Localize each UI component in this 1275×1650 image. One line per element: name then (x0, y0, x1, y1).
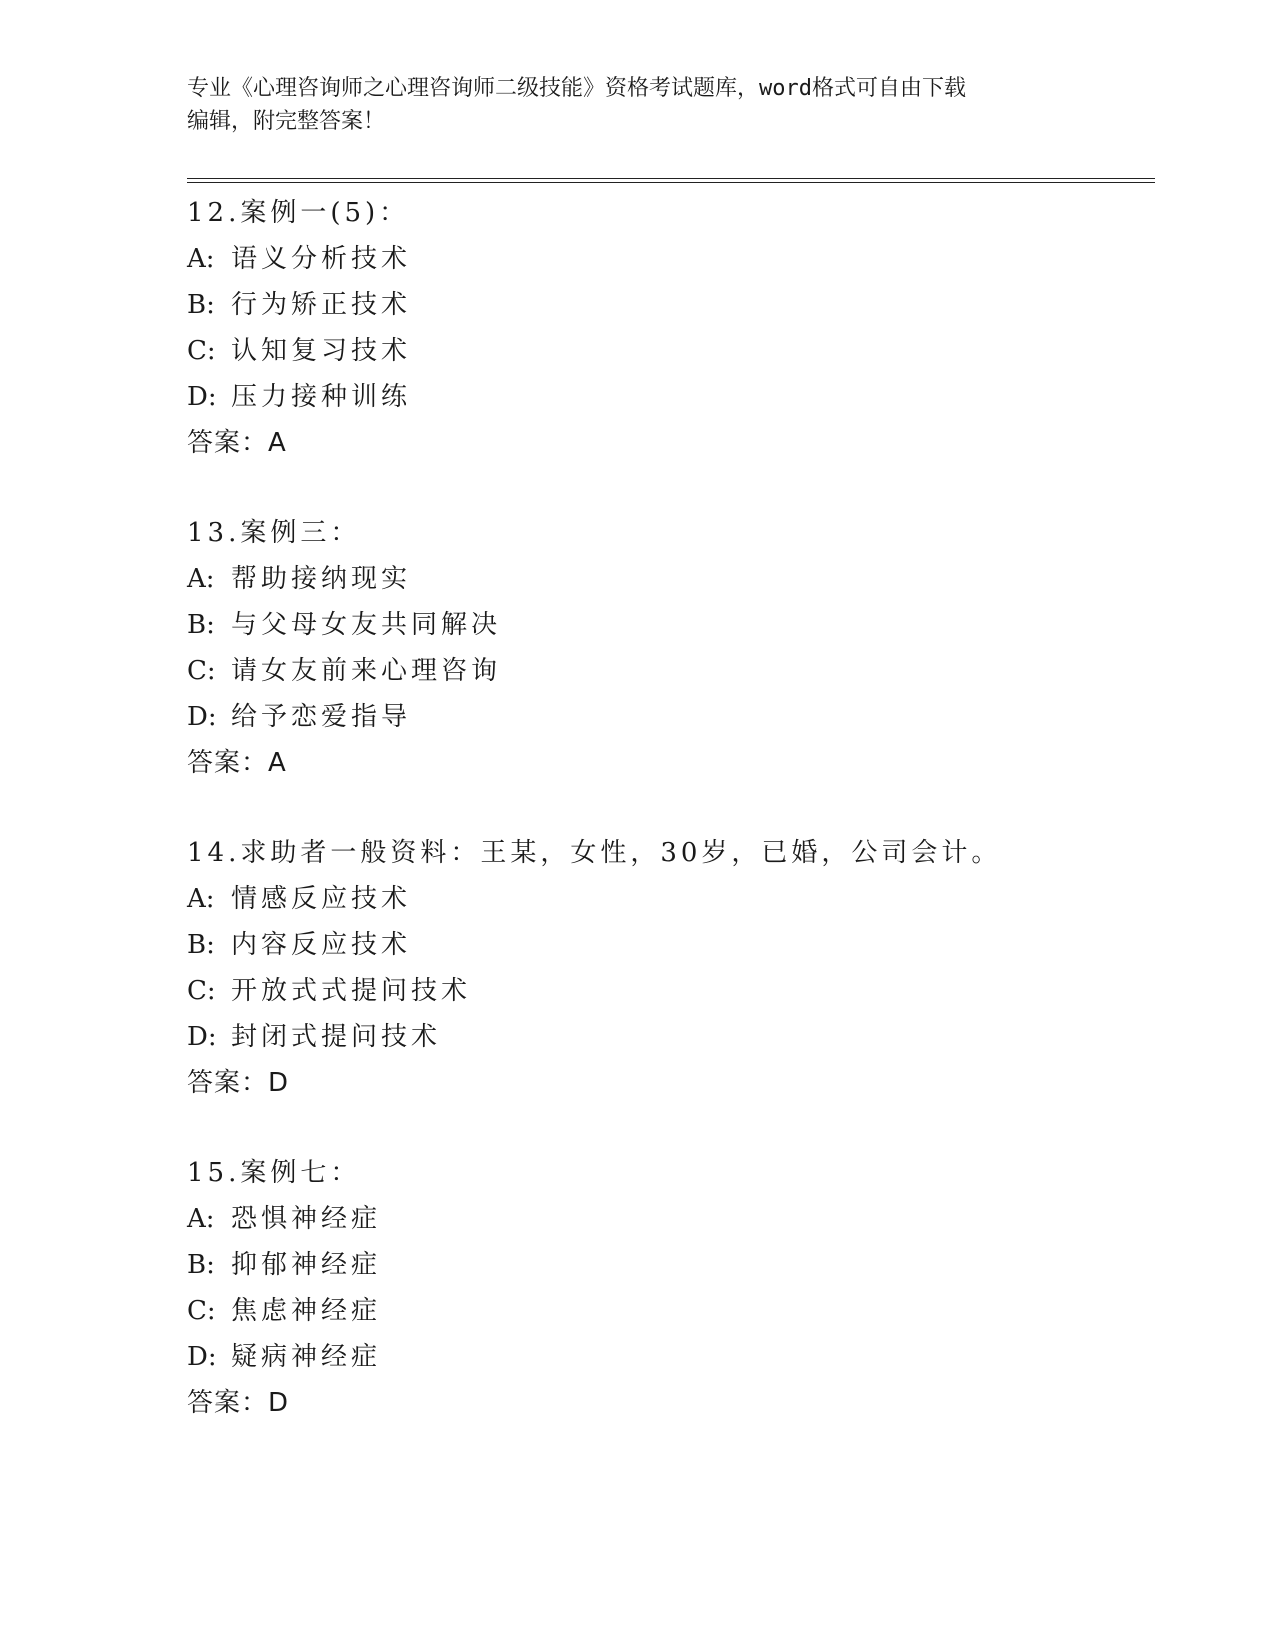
option-text: 恐惧神经症 (231, 1204, 382, 1234)
option-text: 认知复习技术 (231, 336, 412, 366)
option-b (187, 282, 1155, 328)
option-letter: C: (187, 976, 216, 1006)
option-letter: A: (187, 244, 215, 274)
header-divider-bottom (187, 182, 1155, 183)
option-letter: B: (187, 290, 215, 320)
option-letter: D: (187, 382, 217, 412)
option-text: 与父母女友共同解决 (231, 610, 502, 640)
option-b (187, 922, 1155, 968)
option-letter: A: (187, 884, 215, 914)
header-divider-top (187, 178, 1155, 179)
answer-line: 答案：D (187, 1068, 290, 1098)
option-letter: B: (187, 1250, 215, 1280)
option-letter: C: (187, 1296, 216, 1326)
question-15 (187, 1150, 1155, 1426)
option-text: 帮助接纳现实 (231, 564, 412, 594)
question-list (187, 190, 1155, 1470)
option-b (187, 602, 1155, 648)
option-text: 疑病神经症 (231, 1342, 382, 1372)
option-text: 封闭式提问技术 (231, 1022, 442, 1052)
option-letter: D: (187, 1342, 217, 1372)
answer-line: 答案：A (187, 428, 287, 458)
header-line-2: 编辑，附完整答案！ (187, 109, 386, 134)
option-text: 行为矫正技术 (231, 290, 412, 320)
option-text: 压力接种训练 (231, 382, 412, 412)
option-a (187, 1196, 1155, 1242)
option-d (187, 374, 1155, 420)
option-b (187, 1242, 1155, 1288)
header-line-1: 专业《心理咨询师之心理咨询师二级技能》资格考试题库，word格式可自由下载 (187, 76, 966, 101)
option-a (187, 876, 1155, 922)
option-c (187, 968, 1155, 1014)
option-text: 抑郁神经症 (231, 1250, 382, 1280)
option-d (187, 1334, 1155, 1380)
option-text: 语义分析技术 (231, 244, 412, 274)
option-letter: B: (187, 930, 215, 960)
option-a (187, 556, 1155, 602)
option-text: 内容反应技术 (231, 930, 412, 960)
question-stem: 15.案例七： (187, 1158, 361, 1188)
question-stem: 12.案例一(5)： (187, 198, 410, 228)
option-letter: A: (187, 564, 215, 594)
question-stem: 13.案例三： (187, 518, 361, 548)
question-13 (187, 510, 1155, 786)
option-letter: A: (187, 1204, 215, 1234)
option-text: 请女友前来心理咨询 (231, 656, 502, 686)
document-header (187, 72, 1087, 138)
option-letter: C: (187, 336, 216, 366)
question-14 (187, 830, 1155, 1106)
question-stem: 14.求助者一般资料：王某，女性，30岁，已婚，公司会计。 (187, 838, 1002, 868)
option-letter: C: (187, 656, 216, 686)
option-text: 开放式式提问技术 (231, 976, 472, 1006)
option-d (187, 1014, 1155, 1060)
option-d (187, 694, 1155, 740)
option-a (187, 236, 1155, 282)
option-letter: B: (187, 610, 215, 640)
option-c (187, 328, 1155, 374)
option-text: 焦虑神经症 (231, 1296, 382, 1326)
option-c (187, 1288, 1155, 1334)
option-letter: D: (187, 1022, 217, 1052)
option-c (187, 648, 1155, 694)
question-12 (187, 190, 1155, 466)
answer-line: 答案：D (187, 1388, 290, 1418)
option-letter: D: (187, 702, 217, 732)
option-text: 情感反应技术 (231, 884, 412, 914)
answer-line: 答案：A (187, 748, 287, 778)
option-text: 给予恋爱指导 (231, 702, 412, 732)
